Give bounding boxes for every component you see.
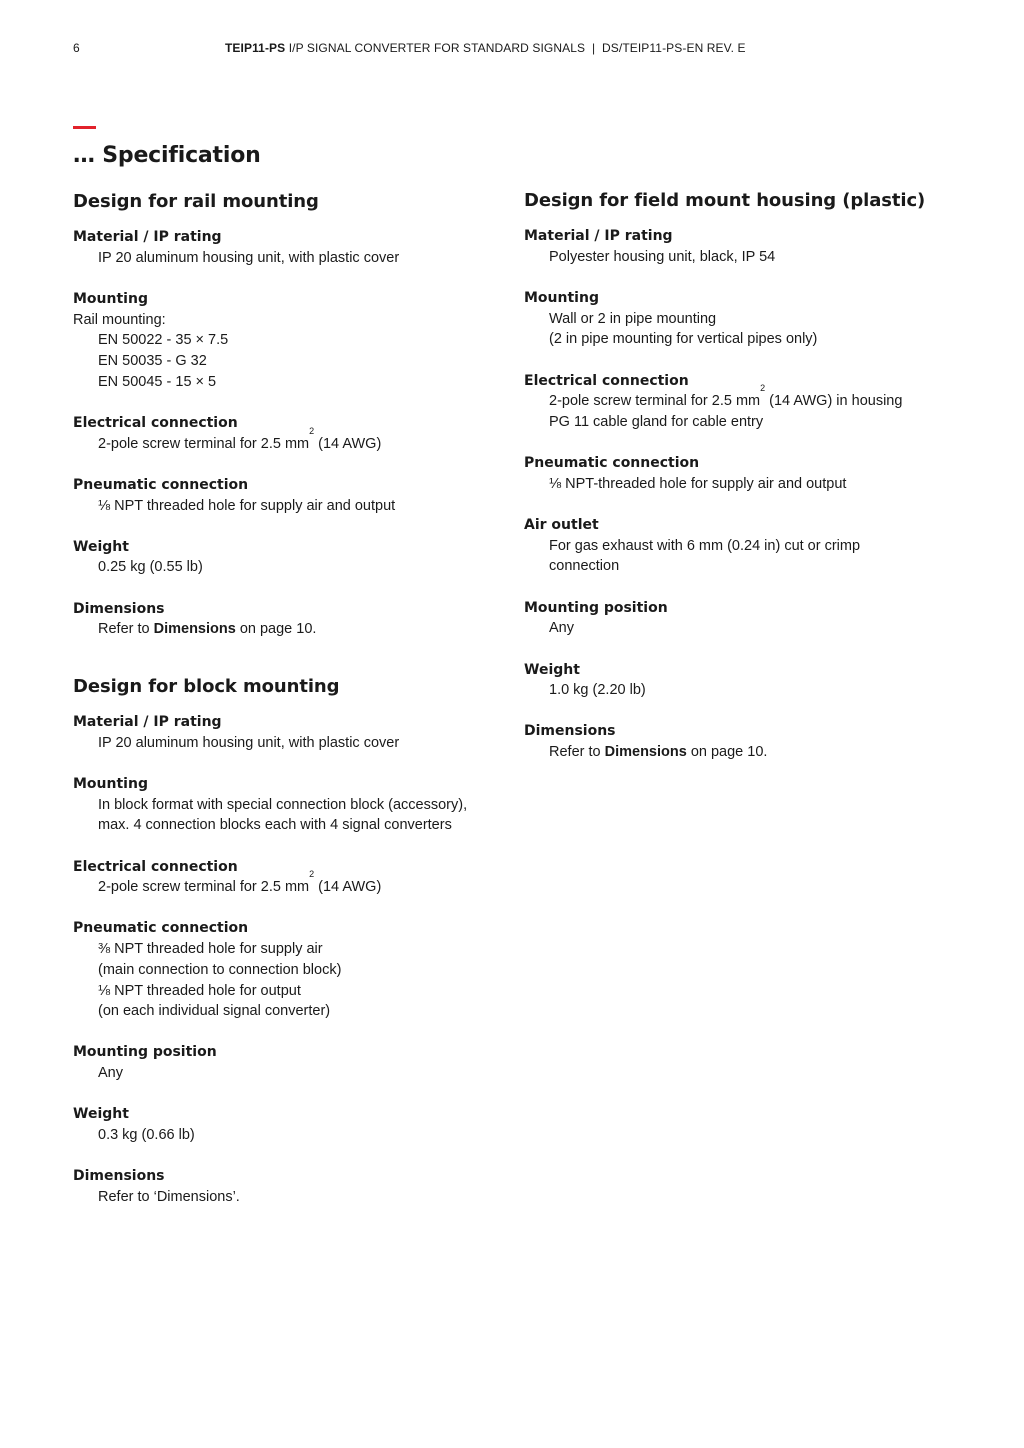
rail-electrical-spec [73,413,513,454]
spec-value: EN 50022 - 35 × 7.5 [98,332,229,349]
spec-label: Mounting position [73,1044,217,1061]
spec-value: Refer to ‘Dimensions’. [98,1188,240,1205]
spec-label: Mounting [73,290,148,307]
rail-weight-spec [73,537,513,578]
spec-value: Polyester housing unit, black, IP 54 [549,248,776,265]
spec-label: Weight [73,1106,129,1123]
spec-value: 0.3 kg (0.66 lb) [98,1127,195,1144]
spec-value: Any [549,620,574,637]
field-material-spec [524,226,954,267]
spec-label: Mounting position [524,599,668,616]
block-electrical-spec [73,857,513,898]
spec-text: (14 AWG) [314,879,382,896]
spec-label: Pneumatic connection [524,455,700,472]
spec-value: 0.25 kg (0.55 lb) [98,559,203,576]
field-mounting-spec [524,288,954,350]
spec-value: Wall or 2 in pipe mounting [549,310,717,327]
field-weight-spec [524,660,954,701]
block-mounting-spec [73,774,513,836]
spec-value: 1.0 kg (2.20 lb) [549,682,646,699]
spec-value: ⅜ NPT threaded hole for supply air [98,941,323,958]
spec-value: max. 4 connection blocks each with 4 signal converters [98,817,452,834]
block-material-spec [73,712,513,753]
spec-text: 2-pole screw terminal for 2.5 mm [549,393,761,410]
spec-value: ⅛ NPT threaded hole for output [98,982,301,999]
spec-label: Dimensions [73,1168,165,1185]
field-mount-title: Design for field mount housing (plastic) [524,190,926,211]
spec-value: connection [549,558,620,575]
spec-label: Electrical connection [73,414,238,431]
field-pneumatic-spec [524,453,954,494]
spec-value [524,383,954,412]
spec-text: Refer to [98,621,154,638]
rail-mounting-spec [73,289,513,393]
spec-label: Pneumatic connection [73,476,249,493]
spec-text: (14 AWG) in housing [765,393,903,410]
spec-label: Mounting [524,289,599,306]
spec-label: Electrical connection [73,858,238,875]
accent-bar [73,126,96,129]
dimensions-link-text: Dimensions [604,744,687,761]
rail-material-spec [73,227,513,268]
running-title [225,41,746,55]
block-position-spec [73,1042,513,1083]
spec-value [73,869,513,898]
spec-label: Material / IP rating [73,229,222,245]
spec-value: For gas exhaust with 6 mm (0.24 in) cut or crimp [549,537,861,554]
spec-value [73,619,513,640]
spec-value: Rail mounting: [73,311,166,328]
field-dimensions-spec [524,721,954,762]
spec-label: Electrical connection [524,372,689,389]
block-mounting-section [73,675,513,1228]
running-title-text: I/P SIGNAL CONVERTER FOR STANDARD SIGNALS | DS/TEIP11-PS-EN REV. E [285,41,746,55]
spec-label: Material / IP rating [73,714,222,730]
spec-value: PG 11 cable gland for cable entry [549,413,764,430]
spec-value: ⅛ NPT threaded hole for supply air and output [98,497,396,514]
spec-label: Dimensions [524,723,616,740]
superscript: 2 [309,869,315,880]
spec-value: ⅛ NPT-threaded hole for supply air and output [549,475,847,492]
spec-value: Any [98,1065,123,1082]
field-position-spec [524,598,954,639]
block-mounting-title: Design for block mounting [73,676,340,697]
dimensions-link-text: Dimensions [153,621,236,638]
spec-value: IP 20 aluminum housing unit, with plastic cover [98,249,400,266]
block-dimensions-spec [73,1166,513,1207]
field-air-outlet-spec [524,515,954,577]
spec-value: (main connection to connection block) [98,961,342,978]
spec-value [73,425,513,455]
spec-value: (on each individual signal converter) [98,1003,331,1020]
spec-text: (14 AWG) [314,435,382,452]
block-pneumatic-spec [73,918,513,1022]
spec-value: EN 50035 - G 32 [98,353,207,370]
spec-value: EN 50045 - 15 × 5 [98,373,217,390]
section-title: … Specification [73,143,261,168]
spec-label: Mounting [73,775,148,792]
superscript: 2 [760,383,766,394]
spec-value: IP 20 aluminum housing unit, with plastic cover [98,734,400,751]
spec-text: Refer to [549,744,605,761]
rail-dimensions-spec [73,599,513,640]
spec-value: (2 in pipe mounting for vertical pipes only) [549,331,818,348]
spec-text: on page 10. [235,621,317,638]
spec-text: on page 10. [686,744,768,761]
spec-value: In block format with special connection block (accessory), [98,796,468,813]
rail-pneumatic-spec [73,475,513,516]
spec-label: Weight [524,661,580,678]
field-mount-section [524,189,954,783]
spec-label: Air outlet [524,517,599,534]
spec-text: 2-pole screw terminal for 2.5 mm [98,879,310,896]
spec-label: Dimensions [73,600,165,617]
block-weight-spec [73,1104,513,1145]
rail-mounting-section [73,190,513,661]
product-name: TEIP11-PS [225,41,286,55]
field-electrical-spec [524,371,954,433]
spec-value [524,742,954,763]
spec-label: Pneumatic connection [73,920,249,937]
spec-label: Material / IP rating [524,228,673,244]
spec-text: 2-pole screw terminal for 2.5 mm [98,435,310,452]
superscript: 2 [309,425,315,436]
rail-mounting-title: Design for rail mounting [73,191,319,212]
page-number: 6 [73,41,80,55]
spec-label: Weight [73,538,129,555]
